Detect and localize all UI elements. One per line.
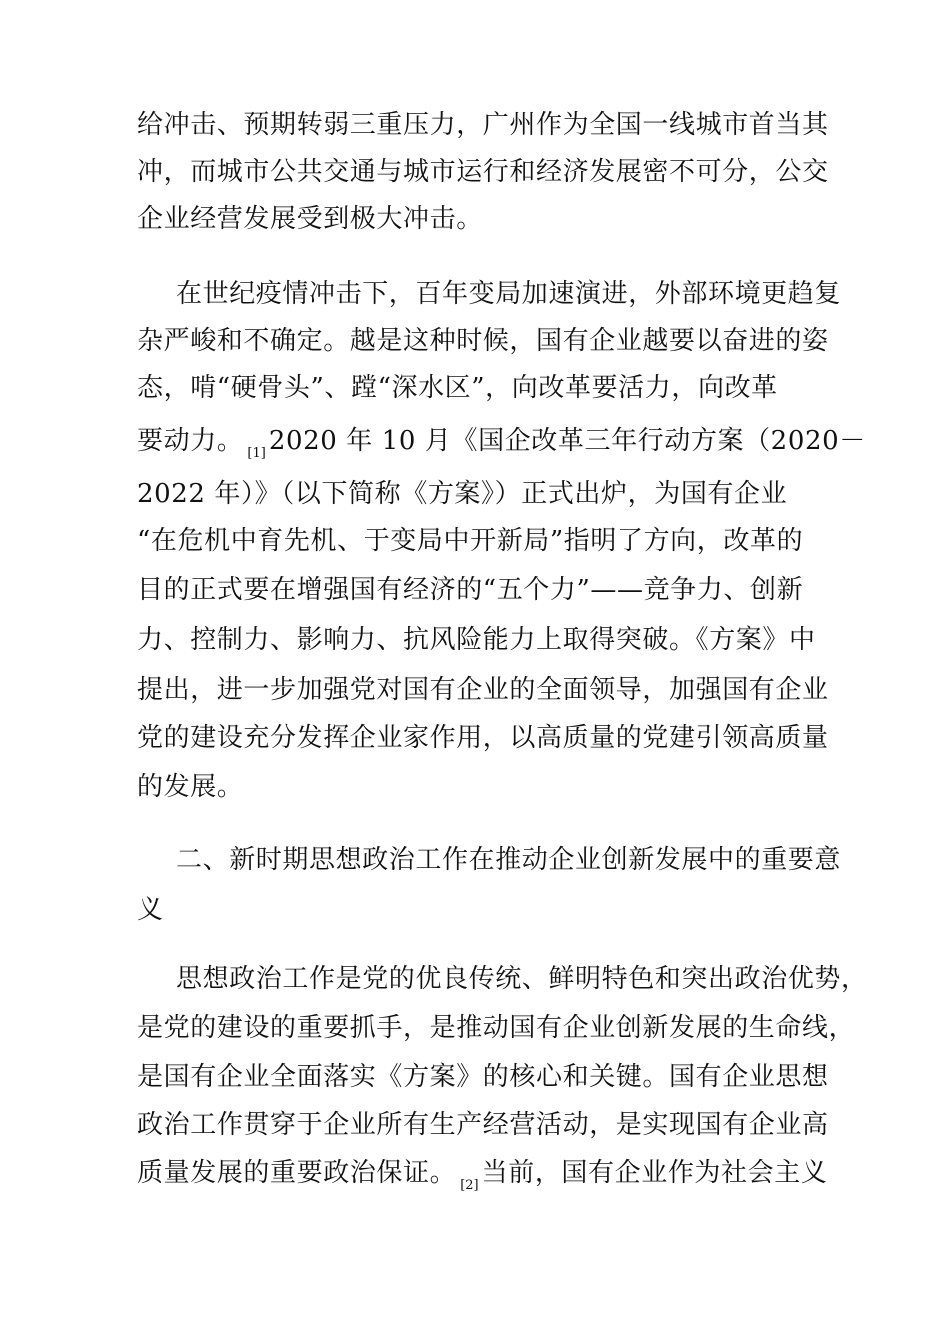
text-line: 提出，进一步加强党对国有企业的全面领导，加强国有企业 [137, 675, 829, 705]
text-line-with-citation [137, 1158, 827, 1201]
text-line: 是党的建设的重要抓手，是推动国有企业创新发展的生命线， [137, 1013, 856, 1043]
text-line: 企业经营发展受到极大冲击。 [137, 204, 483, 234]
text-segment: 要动力。 [137, 426, 244, 456]
citation-ref-1: [1] [247, 446, 266, 461]
text-line: 给冲击、预期转弱三重压力，广州作为全国一线城市首当其 [137, 110, 829, 140]
text-line: 目的正式要在增强国有经济的“五个力”——竞争力、创新 [137, 575, 804, 605]
text-line: 在世纪疫情冲击下，百年变局加速演进，外部环境更趋复 [176, 279, 842, 309]
heading-line: 义 [137, 895, 164, 925]
text-segment: 质量发展的重要政治保证。 [137, 1158, 457, 1188]
text-line: 政治工作贯穿于企业所有生产经营活动，是实现国有企业高 [137, 1110, 829, 1140]
text-line: 态，啃“硬骨头”、蹚“深水区”，向改革要活力，向改革 [137, 373, 778, 403]
text-line: 的发展。 [137, 772, 244, 802]
text-segment: 当前，国有企业作为社会主义 [481, 1158, 828, 1188]
text-line: “在危机中育先机、于变局中开新局”指明了方向，改革的 [137, 526, 804, 556]
text-line: 冲，而城市公共交通与城市运行和经济发展密不可分，公交 [137, 157, 829, 187]
heading-line: 二、新时期思想政治工作在推动企业创新发展中的重要意 [176, 845, 842, 875]
text-line: 是国有企业全面落实《方案》的核心和关键。国有企业思想 [137, 1062, 829, 1092]
text-line: 党的建设充分发挥企业家作用，以高质量的党建引领高质量 [137, 723, 829, 753]
text-segment: 2020 年 10 月《国企改革三年行动方案（2020－ [268, 426, 866, 456]
text-line: 杂严峻和不确定。越是这种时候，国有企业越要以奋进的姿 [137, 326, 829, 356]
text-line: 力、控制力、影响力、抗风险能力上取得突破。《方案》中 [137, 625, 816, 655]
text-line: 2022 年）》（以下简称《方案》）正式出炉，为国有企业 [137, 479, 788, 509]
text-line: 思想政治工作是党的优良传统、鲜明特色和突出政治优势， [176, 964, 868, 994]
citation-ref-2: [2] [460, 1178, 479, 1193]
text-line-with-citation [137, 426, 866, 469]
